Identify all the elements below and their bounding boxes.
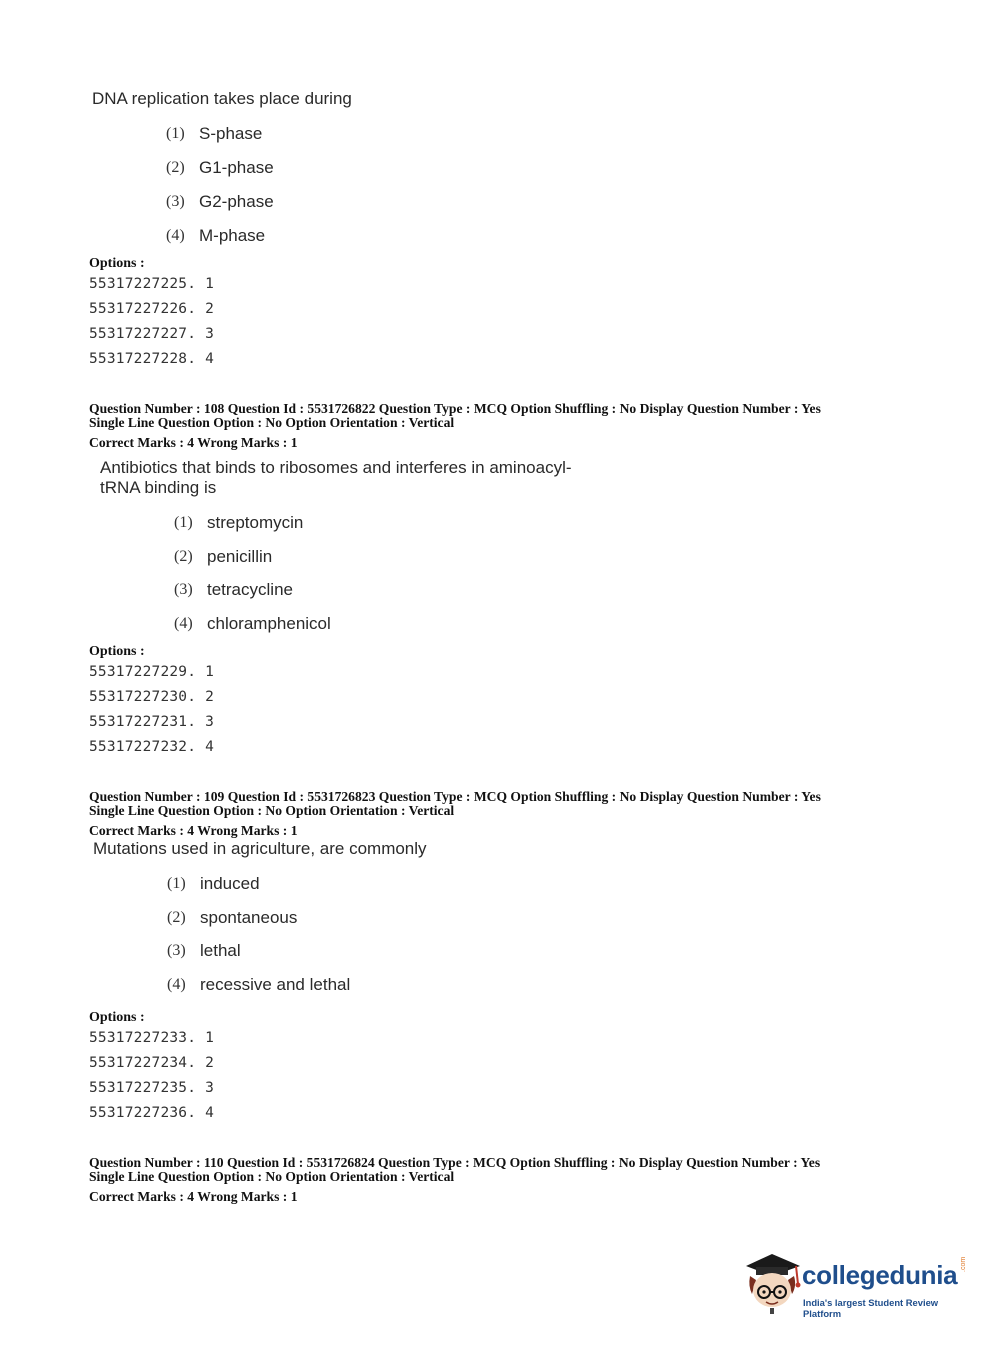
logo-tagline: India's largest Student Review Platform (803, 1297, 939, 1319)
options-label: Options : (89, 1010, 145, 1025)
question-marks: Correct Marks : 4 Wrong Marks : 1 (89, 823, 298, 838)
option-id: 55317227226. 2 (89, 301, 215, 317)
option-id: 55317227231. 3 (89, 714, 215, 730)
choice-number: (1) (166, 125, 185, 142)
collegedunia-logo[interactable] (742, 1250, 972, 1319)
choice-number: (2) (167, 909, 186, 926)
option-id: 55317227232. 4 (89, 739, 215, 755)
choice-number: (3) (174, 581, 193, 598)
options-label: Options : (89, 256, 145, 271)
option-id: 55317227236. 4 (89, 1105, 215, 1121)
option-id: 55317227228. 4 (89, 351, 215, 367)
choice-number: (2) (166, 159, 185, 176)
choice-number: (3) (166, 193, 185, 210)
choice-number: (4) (167, 976, 186, 993)
choice-text: streptomycin (207, 513, 304, 532)
question-stem: tRNA binding is (100, 478, 217, 497)
question-stem: DNA replication takes place during (92, 89, 352, 108)
choice-text: spontaneous (200, 908, 298, 927)
choice-text: lethal (200, 941, 241, 960)
question-stem: Mutations used in agriculture, are commonly (93, 839, 427, 858)
choice-number: (4) (166, 227, 185, 244)
choice-text: M-phase (199, 226, 266, 245)
choice-text: tetracycline (207, 580, 293, 599)
question-meta-line2: Single Line Question Option : No Option Orientation : Vertical (89, 803, 455, 818)
choice-number: (1) (167, 875, 186, 892)
choice-text: S-phase (199, 124, 263, 143)
choice-text: chloramphenicol (207, 614, 331, 633)
question-stem: Antibiotics that binds to ribosomes and interferes in aminoacyl- (100, 458, 572, 477)
choice-number: (1) (174, 514, 193, 531)
logo-dotcom: .com (960, 1256, 967, 1272)
option-id: 55317227234. 2 (89, 1055, 215, 1071)
option-id: 55317227227. 3 (89, 326, 215, 342)
logo-wordmark: collegedunia (802, 1260, 958, 1290)
question-meta-line2: Single Line Question Option : No Option Orientation : Vertical (89, 415, 455, 430)
options-label: Options : (89, 644, 145, 659)
option-id: 55317227235. 3 (89, 1080, 215, 1096)
choice-number: (4) (174, 615, 193, 632)
option-id: 55317227229. 1 (89, 664, 215, 680)
choice-number: (3) (167, 942, 186, 959)
choice-text: induced (200, 874, 260, 893)
question-meta-line1: Question Number : 108 Question Id : 5531726822 Question Type : MCQ Option Shuffling : No Display Question Number : Yes (89, 401, 821, 416)
option-id: 55317227233. 1 (89, 1030, 215, 1046)
question-meta-line2: Single Line Question Option : No Option Orientation : Vertical (89, 1169, 455, 1184)
choice-text: G1-phase (199, 158, 274, 177)
question-marks: Correct Marks : 4 Wrong Marks : 1 (89, 1189, 298, 1204)
question-marks: Correct Marks : 4 Wrong Marks : 1 (89, 435, 298, 450)
option-id: 55317227230. 2 (89, 689, 215, 705)
choice-text: recessive and lethal (200, 975, 351, 994)
choice-text: penicillin (207, 547, 273, 566)
mascot-icon (742, 1250, 804, 1316)
choice-text: G2-phase (199, 192, 274, 211)
question-meta-line1: Question Number : 110 Question Id : 5531726824 Question Type : MCQ Option Shuffling : No Display Question Number : Yes (89, 1155, 821, 1170)
option-id: 55317227225. 1 (89, 276, 215, 292)
choice-number: (2) (174, 548, 193, 565)
question-meta-line1: Question Number : 109 Question Id : 5531726823 Question Type : MCQ Option Shuffling : No Display Question Number : Yes (89, 789, 821, 804)
